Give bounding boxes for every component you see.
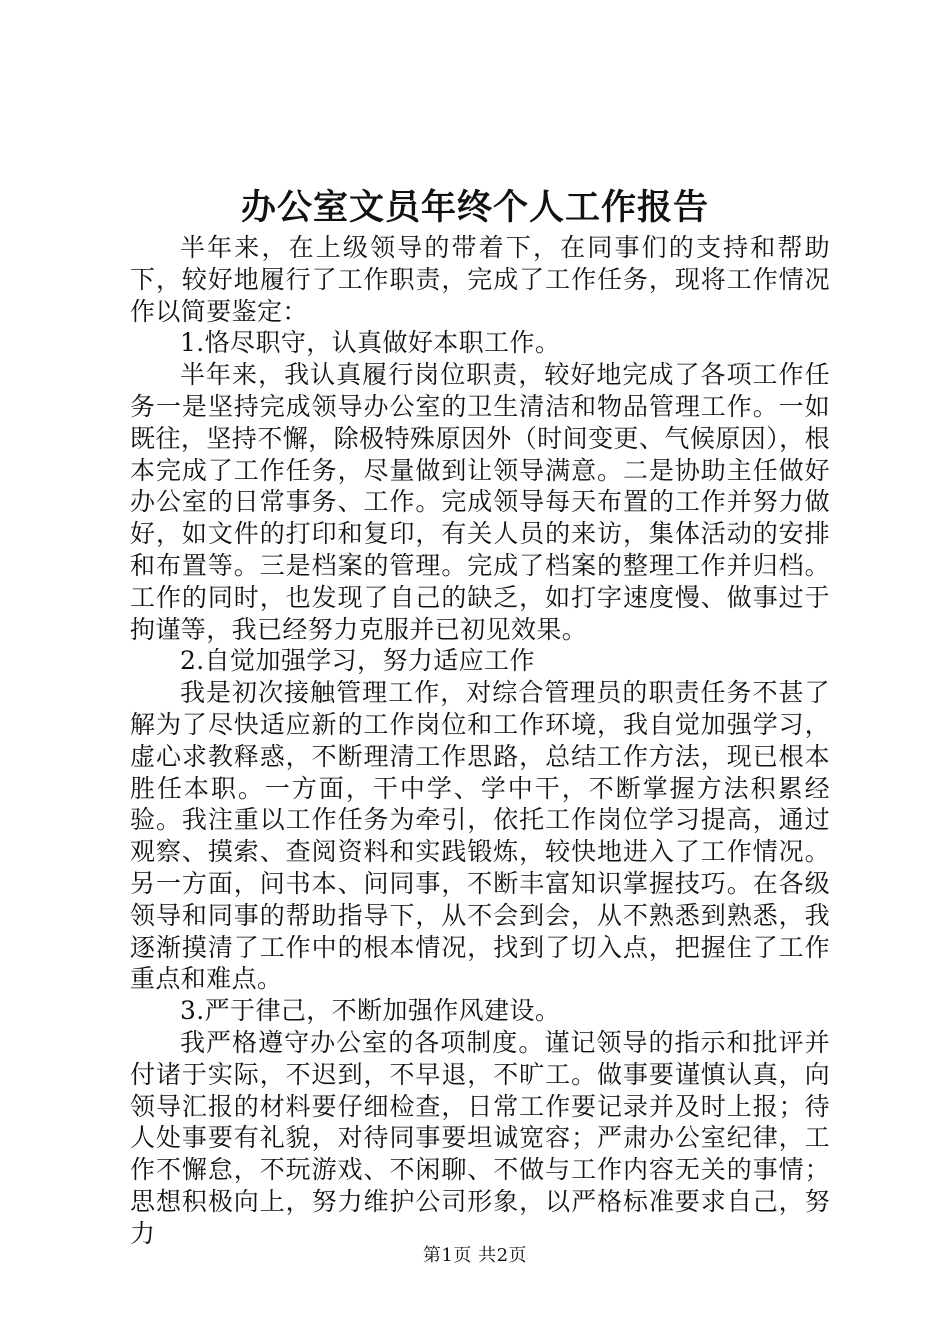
paragraph-section-1: 半年来，我认真履行岗位职责，较好地完成了各项工作任务一是坚持完成领导办公室的卫生清洁和物品管理工作。一如既往，坚持不懈，除极特殊原因外（时间变更、气候原因），根本完成了工作任务，尽量做到让领导满意。二是协助主任做好办公室的日常事务、工作。完成领导每天布置的工作并努力做好，如文件的打印和复印，有关人员的来访，集体活动的安排和布置等。三是档案的管理。完成了档案的整理工作并归档。工作的同时，也发现了自己的缺乏，如打字速度慢、做事过于拘谨等，我已经努力克服并已初见效果。 bbox=[130, 360, 830, 644]
section-heading-3: 3.严于律己，不断加强作风建设。 bbox=[180, 996, 561, 1026]
paragraph-intro: 半年来，在上级领导的带着下，在同事们的支持和帮助下，较好地履行了工作职责，完成了工作任务，现将工作情况作以简要鉴定： bbox=[130, 233, 830, 326]
section-heading-1: 1.恪尽职守，认真做好本职工作。 bbox=[180, 328, 561, 358]
paragraph-section-3: 我严格遵守办公室的各项制度。谨记领导的指示和批评并付诸于实际，不迟到，不早退，不旷工。做事要谨慎认真，向领导汇报的材料要仔细检查，日常工作要记录并及时上报；待人处事要有礼貌，对待同事要坦诚宽容；严肃办公室纪律，工作不懈怠，不玩游戏、不闲聊、不做与工作内容无关的事情；思想积极向上，努力维护公司形象，以严格标准要求自己，努力 bbox=[130, 1027, 830, 1248]
section-heading-2: 2.自觉加强学习，努力适应工作 bbox=[180, 646, 535, 676]
paragraph-section-2: 我是初次接触管理工作，对综合管理员的职责任务不甚了解为了尽快适应新的工作岗位和工作环境，我自觉加强学习，虚心求教释惑，不断理清工作思路，总结工作方法，现已根本胜任本职。一方面，干中学、学中干，不断掌握方法积累经验。我注重以工作任务为牵引，依托工作岗位学习提高，通过观察、摸索、查阅资料和实践锻炼，较快地进入了工作情况。另一方面，问书本、问同事，不断丰富知识掌握技巧。在各级领导和同事的帮助指导下，从不会到会，从不熟悉到熟悉，我逐渐摸清了工作中的根本情况，找到了切入点，把握住了工作重点和难点。 bbox=[130, 678, 830, 994]
page-number-footer: 第1页 共2页 bbox=[422, 1245, 528, 1266]
document-body bbox=[130, 232, 830, 1250]
document-title: 办公室文员年终个人工作报告 bbox=[240, 187, 709, 228]
